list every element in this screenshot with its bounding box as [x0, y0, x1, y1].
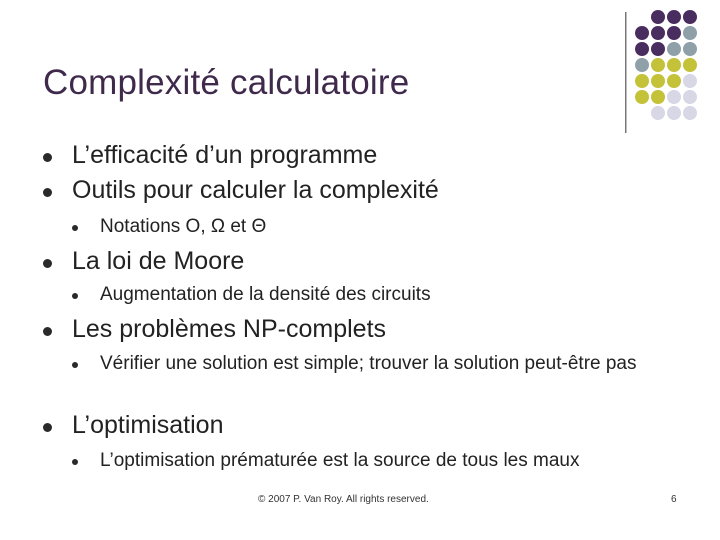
decorative-dot: [683, 10, 697, 24]
decorative-dot: [667, 10, 681, 24]
list-item-text: L’optimisation: [72, 411, 224, 439]
decorative-dot: [651, 42, 665, 56]
decorative-dot: [683, 90, 697, 104]
decorative-dot: [635, 90, 649, 104]
copyright-footer: © 2007 P. Van Roy. All rights reserved.: [258, 494, 429, 505]
decorative-dot: [667, 42, 681, 56]
decorative-dot: [651, 26, 665, 40]
bullet-icon: [72, 293, 78, 299]
decorative-dot: [635, 74, 649, 88]
decorative-dot: [683, 74, 697, 88]
list-item-text: Augmentation de la densité des circuits: [100, 284, 431, 305]
list-item-text: Les problèmes NP-complets: [72, 315, 387, 343]
bullet-icon: [43, 423, 52, 432]
decorative-dot: [667, 58, 681, 72]
list-item-text: Outils pour calculer la complexité: [72, 176, 439, 204]
bullet-icon: [43, 153, 52, 162]
decorative-dot: [635, 42, 649, 56]
bullet-icon: [43, 259, 52, 268]
list-item-text: L’efficacité d’un programme: [72, 141, 378, 169]
bullet-icon: [43, 327, 52, 336]
list-item-text: L’optimisation prématurée est la source de tous les maux: [100, 450, 580, 471]
decorative-dot: [683, 26, 697, 40]
bullet-icon: [43, 188, 52, 197]
decorative-dot: [683, 58, 697, 72]
decorative-dot: [667, 74, 681, 88]
decorative-dot: [651, 106, 665, 120]
bullet-icon: [72, 225, 78, 231]
page-number: 6: [671, 494, 677, 505]
decorative-dot: [651, 90, 665, 104]
decorative-dot: [667, 90, 681, 104]
list-item-text: Vérifier une solution est simple; trouver la solution peut-être pas: [100, 353, 637, 374]
decorative-dot: [635, 26, 649, 40]
list-item-text: La loi de Moore: [72, 247, 245, 275]
decorative-dot: [683, 106, 697, 120]
decorative-dot: [683, 42, 697, 56]
page-title: Complexité calculatoire: [43, 63, 410, 102]
divider-line-shadow: [626, 12, 627, 133]
decorative-dot: [651, 10, 665, 24]
decorative-dot: [635, 58, 649, 72]
list-item-text: Notations O, Ω et Θ: [100, 216, 267, 237]
bullet-icon: [72, 459, 78, 465]
decorative-dot: [667, 26, 681, 40]
decorative-dot: [651, 74, 665, 88]
bullet-icon: [72, 362, 78, 368]
decorative-dot: [667, 106, 681, 120]
decorative-dot: [651, 58, 665, 72]
